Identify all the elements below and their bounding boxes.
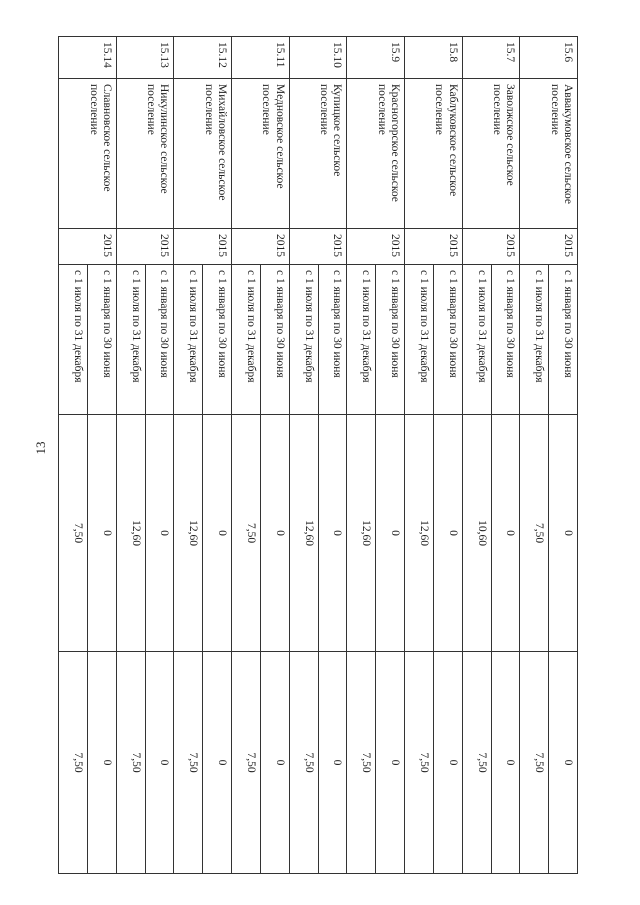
cell-year: 2015 — [232, 229, 290, 265]
cell-year: 2015 — [289, 229, 347, 265]
cell-period: с 1 июля по 31 декабря — [59, 265, 88, 415]
cell-num: 15.13 — [116, 37, 174, 79]
cell-val1: 0 — [87, 415, 116, 652]
cell-period: с 1 июля по 31 декабря — [405, 265, 434, 415]
cell-val2: 0 — [376, 652, 405, 874]
cell-val2: 7,50 — [462, 652, 491, 874]
cell-num: 15.11 — [232, 37, 290, 79]
cell-val1: 7,50 — [232, 415, 261, 652]
cell-num: 15.6 — [520, 37, 578, 79]
cell-period: с 1 июля по 31 декабря — [462, 265, 491, 415]
table-row — [549, 37, 578, 874]
cell-num: 15.9 — [347, 37, 405, 79]
cell-val1: 12,60 — [405, 415, 434, 652]
tariff-table-body — [59, 37, 578, 874]
cell-year: 2015 — [347, 229, 405, 265]
cell-val2: 0 — [87, 652, 116, 874]
rotated-table-container — [58, 36, 578, 873]
cell-year: 2015 — [59, 229, 117, 265]
cell-period: с 1 января по 30 июня — [260, 265, 289, 415]
cell-val1: 12,60 — [116, 415, 145, 652]
cell-val2: 0 — [260, 652, 289, 874]
cell-val2: 7,50 — [347, 652, 376, 874]
cell-year: 2015 — [405, 229, 463, 265]
cell-name: Михайловское сельское поселение — [174, 79, 232, 229]
cell-val1: 0 — [145, 415, 174, 652]
cell-val2: 0 — [145, 652, 174, 874]
cell-val1: 12,60 — [289, 415, 318, 652]
cell-val1: 0 — [203, 415, 232, 652]
cell-val2: 7,50 — [116, 652, 145, 874]
cell-name: Купицкое сельское поселение — [289, 79, 347, 229]
cell-val1: 0 — [318, 415, 347, 652]
cell-year: 2015 — [462, 229, 520, 265]
cell-val1: 12,60 — [174, 415, 203, 652]
cell-num: 15.7 — [462, 37, 520, 79]
cell-name: Каблуковское сельское поселение — [405, 79, 463, 229]
cell-name: Заволжское сельское поселение — [462, 79, 520, 229]
page-number: 13 — [33, 441, 48, 455]
cell-period: с 1 января по 30 июня — [87, 265, 116, 415]
cell-val2: 0 — [203, 652, 232, 874]
cell-val2: 7,50 — [174, 652, 203, 874]
cell-name: Славновское сельское поселение — [59, 79, 117, 229]
cell-val1: 0 — [376, 415, 405, 652]
cell-val1: 0 — [491, 415, 520, 652]
cell-period: с 1 июля по 31 декабря — [347, 265, 376, 415]
cell-period: с 1 июля по 31 декабря — [116, 265, 145, 415]
cell-num: 15.8 — [405, 37, 463, 79]
cell-period: с 1 января по 30 июня — [549, 265, 578, 415]
cell-val2: 7,50 — [59, 652, 88, 874]
table-row — [433, 37, 462, 874]
cell-year: 2015 — [174, 229, 232, 265]
cell-period: с 1 января по 30 июня — [433, 265, 462, 415]
cell-val2: 7,50 — [232, 652, 261, 874]
table-row — [145, 37, 174, 874]
cell-val2: 7,50 — [405, 652, 434, 874]
table-row — [203, 37, 232, 874]
cell-val1: 12,60 — [347, 415, 376, 652]
cell-period: с 1 января по 30 июня — [376, 265, 405, 415]
cell-num: 15.10 — [289, 37, 347, 79]
cell-period: с 1 июля по 31 декабря — [520, 265, 549, 415]
cell-val1: 0 — [549, 415, 578, 652]
cell-name: Никулинское сельское поселение — [116, 79, 174, 229]
cell-val1: 7,50 — [520, 415, 549, 652]
cell-period: с 1 июля по 31 декабря — [174, 265, 203, 415]
cell-name: Аввакумовское сельское поселение — [520, 79, 578, 229]
cell-val1: 0 — [433, 415, 462, 652]
cell-val1: 0 — [260, 415, 289, 652]
cell-num: 15.14 — [59, 37, 117, 79]
cell-num: 15.12 — [174, 37, 232, 79]
table-row — [87, 37, 116, 874]
cell-val2: 0 — [433, 652, 462, 874]
table-row — [376, 37, 405, 874]
table-row — [318, 37, 347, 874]
tariff-table — [58, 36, 578, 874]
cell-period: с 1 января по 30 июня — [318, 265, 347, 415]
cell-period: с 1 июля по 31 декабря — [289, 265, 318, 415]
cell-name: Медновское сельское поселение — [232, 79, 290, 229]
table-row — [491, 37, 520, 874]
cell-val1: 7,50 — [59, 415, 88, 652]
cell-val2: 7,50 — [289, 652, 318, 874]
cell-period: с 1 января по 30 июня — [145, 265, 174, 415]
cell-val2: 7,50 — [520, 652, 549, 874]
cell-name: Красногорское сельское поселение — [347, 79, 405, 229]
table-row — [260, 37, 289, 874]
cell-year: 2015 — [116, 229, 174, 265]
cell-val2: 0 — [491, 652, 520, 874]
cell-period: с 1 января по 30 июня — [203, 265, 232, 415]
cell-period: с 1 июля по 31 декабря — [232, 265, 261, 415]
cell-val2: 0 — [549, 652, 578, 874]
cell-val2: 0 — [318, 652, 347, 874]
cell-val1: 10,60 — [462, 415, 491, 652]
cell-year: 2015 — [520, 229, 578, 265]
cell-period: с 1 января по 30 июня — [491, 265, 520, 415]
